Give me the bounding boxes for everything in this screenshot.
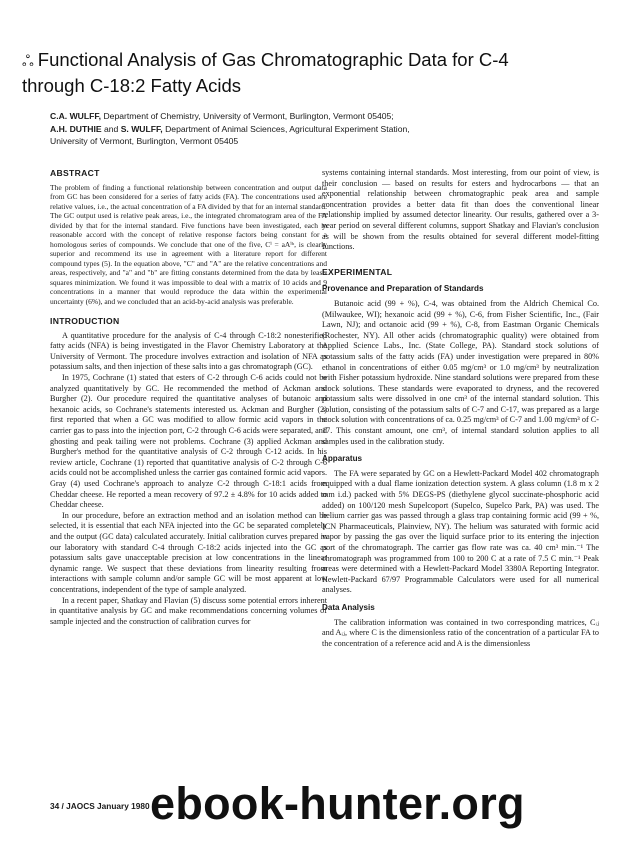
abstract-text: The problem of finding a functional relationship between concentration and output data from GC has been considered for a series of fatty acids (FA). The concentrations used are relative values, i.e., the actual concentration of a FA divided by that for an internal standard. The GC output used is relative peak areas, i.e., the integrated chromatogram area of the FA divided by that for the internal standard. Five functions have been investigated, each in reasonable accord with the concept of relative response factors being constant for a homologous series of compounds. We conclude that one of the five, Cⁱ = aAⁱᵇ, is clearly superior and recommend its use in agreement with a literature report for different compound types (5). In the equation above, "C" and "A" are the relative concentrations and areas, respectively, and "a" and "b" are fitting constants determined from the data by least-squares minimization. We found it was impossible to deal with a matrix of 10 acids and 9 concentrations in a manner that would reproduce the data within the experimental uncertainty (6%), and we concluded that an acid-by-acid analysis was preferable. xyxy=(50,182,327,306)
experimental-heading: EXPERIMENTAL xyxy=(322,266,393,277)
authors-block xyxy=(50,110,590,148)
authors-and: and xyxy=(101,123,121,134)
data-analysis-paragraph: The calibration information was contained in two corresponding matrices, Cᵢⱼ and Aᵢⱼ, where C is the dimensionless ratio of the concentration of a particular FA to the concentration of a reference acid and A is the dimensionless xyxy=(322,617,599,648)
article-title xyxy=(22,48,602,98)
author-2-affiliation: Department of Animal Sciences, Agricultural Experiment Station, xyxy=(162,123,410,134)
left-column xyxy=(50,168,327,627)
apparatus-paragraph: The FA were separated by GC on a Hewlett-Packard Model 402 chromatograph equipped with a dual flame ionization detection system. A glass column (1.8 m x 2 mm i.d.) packed with 5% DEGS-PS (diethylene glycol succinate-phosphoric acid added) on 100/120 mesh Supelcoport (Supelco, Supelco Park, PA) was used. The helium carrier gas was passed through a glass trap containing formic acid (99 + %, ICN Pharmaceuticals, Plainview, NY). The helium was saturated with formic acid vapor by passing the gas over the liquid surface prior to its entering the injection port of the chromatograph. The carrier gas flow rate was ca. 40 cm³ min.⁻¹ The chromatograph was programmed from 100 to 200 C at a rate of 7.5 C min.⁻¹ Peak areas were determined with a Hewlett-Packard Model 3380A Reporting Integrator. Hewlett-Packard 67/97 Programmable Calculators were used for all numerical analyses. xyxy=(322,468,599,595)
author-3-name: S. WULFF, xyxy=(120,123,163,134)
author-1-name: C.A. WULFF, xyxy=(50,111,102,121)
title-line-2: through C-18:2 Fatty Acids xyxy=(22,75,242,96)
intro-continuation: systems containing internal standards. Most interesting, from our point of view, is their conclusion — based on results for esters and hydrocarbons — that an exponential relationship between chromatographic peak area and sample concentration provides a better data fit than does the conventional linear relationship implied by assumed detector linearity. Our results, gathered over a 3-year period on several different columns, support Shatkay and Flavian's conclusion as will be shown from the results obtained for several different model-fitting functions. xyxy=(322,168,599,252)
subheading-apparatus: Apparatus xyxy=(322,454,363,464)
page-footer: 34 / JAOCS January 1980 xyxy=(50,801,150,811)
subheading-data-analysis: Data Analysis xyxy=(322,602,375,612)
author-2-affiliation-line-2: University of Vermont, Burlington, Vermont 05405 xyxy=(50,136,239,146)
journal-mark-icon: ஃ xyxy=(22,53,34,70)
author-1-affiliation: Department of Chemistry, University of Vermont, Burlington, Vermont 05405; xyxy=(101,111,394,121)
author-2-name: A.H. DUTHIE xyxy=(50,123,102,134)
subheading-standards: Provenance and Preparation of Standards xyxy=(322,284,484,294)
standards-paragraph: Butanoic acid (99 + %), C-4, was obtained from the Aldrich Chemical Co. (Milwaukee, WI); hexanoic acid (99 + %), C-6, from Fisher Scientific, Inc., (Fair Lawn, NJ); and octanoic acid (99 + %), C-8, from Eastman Organic Chemicals (Rochester, NY). All other acids (chromatographic quality) were obtained from Applied Science Labs., Inc. (State College, PA). Standard stock solutions of potassium salts of the fatty acids (FA) under investigation were prepared in 80% ethanol in concentrations of either 0.05 mg/cm³ or 1.0 mg/cm³ by neutralization with Fisher potassium hydroxide. Nine standard solutions were prepared from these stock solutions. These standards were evaporated to dryness, and the recovered potassium salts were dissolved in one cm³ of the internal standard solution. This solution, consisting of the potassium salts of C-7 and C-17, was prepared as a large stock solution with concentrations of ca. 0.25 mg/cm³ of C-7 and 1.00 mg/cm³ of C-17. This constant amount, one cm³, of internal standard solution applies to all samples used in the calibration study. xyxy=(322,298,599,446)
abstract-heading: ABSTRACT xyxy=(50,168,100,178)
intro-paragraph-2: In 1975, Cochrane (1) stated that esters of C-2 through C-6 acids could not be analyzed quantitatively by GC. He recommended the method of Ackman and Burgher (2). Our procedure required the quantitative analyses of butanoic and hexanoic acids, so Cochrane's statements interested us. Ackman and Burgher (2) first reported that when a GC was modified to allow formic acid vapors in the carrier gas to pass into the injection port, C-2 through C-6 acids were separated, and ghosting and peak tailing were not problems. Cochrane (3) applied Ackman and Burgher's method for the quantitative analysis of C-2 through C-12 acids. In his review article, Cochrane (1) reported that quantitative analysis of C-2 through C-6 acids could not be accomplished unless the carrier gas contained formic acid vapors. Gray (4) used Cochrane's approach to analyze C-2 through C-18:1 acids from Cheddar cheese. He reported a mean recovery of 97.2 ± 4.8% for 10 acids added to Cheddar cheese. xyxy=(50,373,327,510)
right-column xyxy=(322,168,599,649)
intro-paragraph-3: In our procedure, before an extraction method and an isolation method can be selected, it is essential that each NFA injected into the GC be separated completely and the output (GC data) calculated accurately. Initial calibration curves prepared in our laboratory with standard C-4 through C-18:2 acids injected into the GC as potassium salts gave unacceptable precision at low concentrations in the linear dynamic range. We suspect that these deviations from linearity resulting from interactions with sample column and/or sample GC will be most apparent at low concentrations, independent of the type of sample analyzed. xyxy=(50,510,327,594)
intro-paragraph-1: A quantitative procedure for the analysis of C-4 through C-18:2 nonesterified fatty acids (NFA) is being investigated in the Flavor Chemistry Laboratory at the University of Vermont. The procedure involves extraction and isolation of NFA as potassium salts, and then injection of these salts into a gas chromatograph (GC). xyxy=(50,330,327,372)
title-line-1: Functional Analysis of Gas Chromatographic Data for C-4 xyxy=(37,49,509,70)
intro-paragraph-4: In a recent paper, Shatkay and Flavian (5) discuss some potential errors inherent in quantitative analysis by GC and make recommendations concerning volumes of sample injected and the construction of calibration curves for xyxy=(50,595,327,626)
introduction-heading: INTRODUCTION xyxy=(50,316,120,327)
watermark: ebook-hunter.org xyxy=(150,778,525,829)
